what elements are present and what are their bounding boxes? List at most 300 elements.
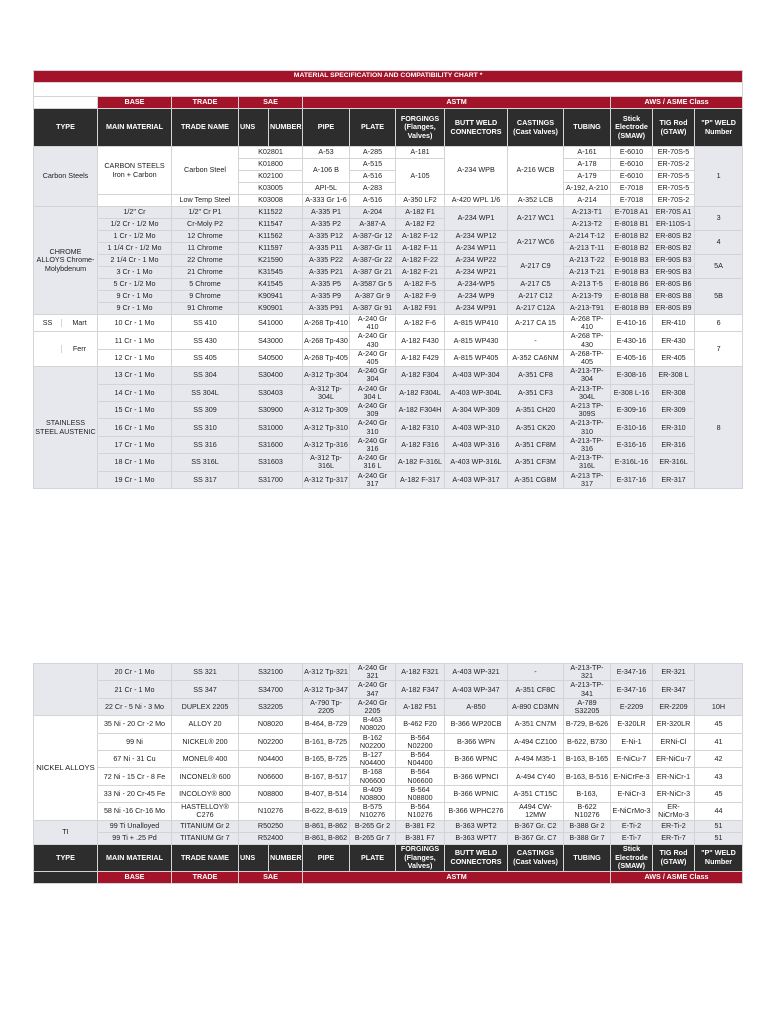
type-ti: TI — [34, 820, 98, 844]
footer-group-sae: SAE — [239, 871, 303, 883]
tubing-cell: A-179 — [564, 171, 611, 183]
header-main-material: MAIN MATERIAL — [98, 109, 172, 147]
type-stainless: STAINLESS STEEL AUSTENIC — [34, 367, 98, 489]
main-cell: 9 Cr - 1 Mo — [98, 291, 172, 303]
stick-cell: E-NiCrFe-3 — [611, 768, 653, 785]
cast-cell: A-217 C12 — [508, 291, 564, 303]
tig-cell: ER-110S-1 — [653, 219, 695, 231]
stick-cell: E-8018 B2 — [611, 243, 653, 255]
tig-cell: ER-316L — [653, 454, 695, 471]
pipe-a106: A-106 B — [303, 159, 350, 183]
header-number: NUMBER — [269, 109, 303, 147]
stick-cell: E-NiCrMo-3 — [611, 803, 653, 820]
group-astm: ASTM — [303, 97, 611, 109]
forg-cell: A-182 F-5 — [396, 279, 445, 291]
butt-cell: A-403 WP-316 — [445, 436, 508, 453]
pipe-cell: A-335 P91 — [303, 303, 350, 315]
cast-cell: A-351 CF8M — [508, 436, 564, 453]
main-cell: 1 1/4 Cr - 1/2 Mo — [98, 243, 172, 255]
footer-group-trade: TRADE — [172, 871, 239, 883]
tubing-cell: B-729, B-626 — [564, 716, 611, 733]
uns-cell: K90901 — [239, 303, 303, 315]
stick-cell: E-8018 B8 — [611, 291, 653, 303]
footer-header-uns: UNS — [239, 844, 269, 871]
uns-cell: N06600 — [239, 768, 303, 785]
butt-cell: A-234 WP9 — [445, 291, 508, 303]
plate-cell: B-127 N04400 — [350, 751, 396, 768]
tig-cell: ER-Ti-2 — [653, 820, 695, 832]
main-cell: 9 Cr - 1 Mo — [98, 303, 172, 315]
tubing-cell: A-192, A-210 — [564, 183, 611, 195]
butt-cell: A-403 WP-347 — [445, 681, 508, 698]
stick-cell: E-308-16 — [611, 367, 653, 384]
forg-cell: A-182 F429 — [396, 349, 445, 366]
plate-cell: A-240 Gr 321 — [350, 664, 396, 681]
uns-cell: K02100 — [239, 171, 303, 183]
trade-cell: TITANIUM Gr 7 — [172, 832, 239, 844]
plate-cell: A-285 — [350, 147, 396, 159]
trade-cell: MONEL® 400 — [172, 751, 239, 768]
forg-cell: B-462 F20 — [396, 716, 445, 733]
uns-cell: K41545 — [239, 279, 303, 291]
tig-cell: ER-NiCu-7 — [653, 751, 695, 768]
plate-cell: A-240 Gr 309 — [350, 402, 396, 419]
footer-group-spacer — [34, 871, 98, 883]
tig-cell: ER-309 — [653, 402, 695, 419]
group-spacer — [34, 97, 98, 109]
tig-cell: ER-410 — [653, 315, 695, 332]
stick-cell: E-6010 — [611, 171, 653, 183]
forg-cell: A-182 F-12 — [396, 231, 445, 243]
butt-cell: B-363 WPT2 — [445, 820, 508, 832]
pipe-cell: A-335 P5 — [303, 279, 350, 291]
p-number-cell: 45 — [695, 785, 743, 802]
tig-cell: ER-70S-5 — [653, 171, 695, 183]
forg-cell: A-182 F321 — [396, 664, 445, 681]
stick-cell: E-309-16 — [611, 402, 653, 419]
forg-cell: A-182 F304L — [396, 384, 445, 401]
pipe-cell: A-790 Tp-2205 — [303, 698, 350, 715]
forg-cell: A-182 F304 — [396, 367, 445, 384]
main-cell: 17 Cr - 1 Mo — [98, 436, 172, 453]
butt-cell: A-304 WP-309 — [445, 402, 508, 419]
cast-cell: A-351 CF3 — [508, 384, 564, 401]
trade-cell: SS 316L — [172, 454, 239, 471]
plate-cell: A-240 Gr 430 — [350, 332, 396, 349]
pipe-cell: A-53 — [303, 147, 350, 159]
header-uns: UNS — [239, 109, 269, 147]
pipe-cell: A-335 P2 — [303, 219, 350, 231]
pipe-cell: B-861, B-862 — [303, 820, 350, 832]
stick-cell: E-310-16 — [611, 419, 653, 436]
tig-cell: ER-430 — [653, 332, 695, 349]
tig-cell: ER-Ti-7 — [653, 832, 695, 844]
uns-cell: N04400 — [239, 751, 303, 768]
uns-cell: K02801 — [239, 147, 303, 159]
plate-cell: A-387 Gr 9 — [350, 291, 396, 303]
tubing-cell: A-214 — [564, 195, 611, 207]
trade-cell: 22 Chrome — [172, 255, 239, 267]
forg-cell: A-182 F310 — [396, 419, 445, 436]
tubing-cell: A-213-T1 — [564, 207, 611, 219]
butt-cell: B-366 WPNCI — [445, 768, 508, 785]
header-tig: TIG Rod (GTAW) — [653, 109, 695, 147]
pipe-cell: A-312 Tp-316L — [303, 454, 350, 471]
tig-cell: ER-80S B2 — [653, 231, 695, 243]
trade-cell: NICKEL® 200 — [172, 733, 239, 750]
tubing-cell: A-213 TP-309S — [564, 402, 611, 419]
tubing-cell: A-268 TP-430 — [564, 332, 611, 349]
stick-cell: E-347-16 — [611, 664, 653, 681]
header-p-weld: "P" WELD Number — [695, 109, 743, 147]
trade-cell: SS 347 — [172, 681, 239, 698]
type-carbon: Carbon Steels — [34, 147, 98, 207]
p-number-cell: 51 — [695, 820, 743, 832]
plate-cell: A-387-Gr 11 — [350, 243, 396, 255]
trade-cell: 5 Chrome — [172, 279, 239, 291]
header-castings: CASTINGS (Cast Valves) — [508, 109, 564, 147]
type-nickel: NICKEL ALLOYS — [34, 716, 98, 820]
tig-cell: ER-347 — [653, 681, 695, 698]
footer-header-plate: PLATE — [350, 844, 396, 871]
pipe-cell: B-167, B-517 — [303, 768, 350, 785]
main-cell: 35 Ni - 20 Cr -2 Mo — [98, 716, 172, 733]
pipe-cell: B-622, B-619 — [303, 803, 350, 820]
main-cell: 15 Cr - 1 Mo — [98, 402, 172, 419]
butt-cell: A-403 WP-316L — [445, 454, 508, 471]
pipe-cell: A-333 Gr 1-6 — [303, 195, 350, 207]
stick-cell: E-6010 — [611, 147, 653, 159]
uns-cell: K11597 — [239, 243, 303, 255]
plate-cell: A-240 Gr 316 — [350, 436, 396, 453]
stick-cell: E-320LR — [611, 716, 653, 733]
tig-cell: ER-90S B3 — [653, 267, 695, 279]
stick-cell: E-Ni-1 — [611, 733, 653, 750]
trade-cell: SS 310 — [172, 419, 239, 436]
cast-cell: A-351 CF8C — [508, 681, 564, 698]
pipe-cell: A-268 Tp-410 — [303, 315, 350, 332]
butt-cell: A-403 WP-310 — [445, 419, 508, 436]
butt-cell: A-403 WP-317 — [445, 471, 508, 488]
main-cell: 33 Ni - 20 Cr-45 Fe — [98, 785, 172, 802]
tubing-cell: A-161 — [564, 147, 611, 159]
uns-cell: N02200 — [239, 733, 303, 750]
uns-cell: S31700 — [239, 471, 303, 488]
tig-cell: ER-321 — [653, 664, 695, 681]
tubing-cell: A-213-TP-316 — [564, 436, 611, 453]
cast-wc6: A-217 WC6 — [508, 231, 564, 255]
tubing-cell: A-213-T9 — [564, 291, 611, 303]
cast-cell: A494 CW-12MW — [508, 803, 564, 820]
main-cell: 1/2 Cr - 1/2 Mo — [98, 219, 172, 231]
tubing-cell: A-213 TP-317 — [564, 471, 611, 488]
butt-cell: A-234 WP91 — [445, 303, 508, 315]
uns-cell: S40500 — [239, 349, 303, 366]
tig-cell: ER-NiCr-1 — [653, 768, 695, 785]
cast-cell: A-351 CT15C — [508, 785, 564, 802]
tubing-cell: B-388 Gr 7 — [564, 832, 611, 844]
trade-carbon: Carbon Steel — [172, 147, 239, 195]
butt-cell: A-850 — [445, 698, 508, 715]
tubing-cell: B-163, B-165 — [564, 751, 611, 768]
footer-header-p-weld: "P" WELD Number — [695, 844, 743, 871]
uns-cell: S32205 — [239, 698, 303, 715]
pipe-cell: B-165, B-725 — [303, 751, 350, 768]
stick-cell: E-8018 B2 — [611, 231, 653, 243]
pipe-cell: A-335 P1 — [303, 207, 350, 219]
forg-cell: A-181 — [396, 147, 445, 159]
ss-type-cell — [34, 315, 98, 332]
plate-cell: A-240 Gr 317 — [350, 471, 396, 488]
stick-cell: E-308 L-16 — [611, 384, 653, 401]
plate-cell: B-409 N08800 — [350, 785, 396, 802]
tubing-cell: A-213-TP-310 — [564, 419, 611, 436]
plate-cell: B-265 Gr 2 — [350, 820, 396, 832]
tubing-cell: B-388 Gr 2 — [564, 820, 611, 832]
forg-cell: A-182 F51 — [396, 698, 445, 715]
type-stainless-cont — [34, 664, 98, 716]
cast-cell: A-890 CD3MN — [508, 698, 564, 715]
pipe-cell: B-407, B-514 — [303, 785, 350, 802]
uns-cell: K11562 — [239, 231, 303, 243]
tubing-cell: A-213-TP-341 — [564, 681, 611, 698]
uns-cell: N10276 — [239, 803, 303, 820]
plate-cell: A-516 — [350, 171, 396, 183]
tubing-cell: A-178 — [564, 159, 611, 171]
trade-cell: SS 309 — [172, 402, 239, 419]
main-cell: 13 Cr - 1 Mo — [98, 367, 172, 384]
uns-cell: S41000 — [239, 315, 303, 332]
stick-cell: E-316-16 — [611, 436, 653, 453]
tubing-cell: A-213-TP-304L — [564, 384, 611, 401]
tig-cell: ER-70S-5 — [653, 147, 695, 159]
stick-cell: E-9018 B3 — [611, 255, 653, 267]
trade-cell: Cr-Moly P2 — [172, 219, 239, 231]
plate-cell: A-387 Gr 21 — [350, 267, 396, 279]
forg-cell: B-381 F2 — [396, 820, 445, 832]
stick-cell: E-347-16 — [611, 681, 653, 698]
tig-cell: ER-80S B6 — [653, 279, 695, 291]
trade-cell: SS 317 — [172, 471, 239, 488]
cast-cell: A-217 C12A — [508, 303, 564, 315]
cast-cell: A-352 LCB — [508, 195, 564, 207]
uns-cell: R52400 — [239, 832, 303, 844]
trade-cell: SS 405 — [172, 349, 239, 366]
tubing-cell: A-213 T-21 — [564, 267, 611, 279]
forg-cell: B-381 F7 — [396, 832, 445, 844]
uns-cell: N08020 — [239, 716, 303, 733]
plate-cell: B-463 N08020 — [350, 716, 396, 733]
trade-cell: SS 304 — [172, 367, 239, 384]
plate-cell: B-162 N02200 — [350, 733, 396, 750]
main-cell: 67 Ni - 31 Cu — [98, 751, 172, 768]
butt-cell: A-403 WP-321 — [445, 664, 508, 681]
stick-cell: E-317-16 — [611, 471, 653, 488]
plate-cell: A-387-A — [350, 219, 396, 231]
uns-cell: S43000 — [239, 332, 303, 349]
plate-cell: B-168 N06600 — [350, 768, 396, 785]
pipe-cell: A-312 Tp-310 — [303, 419, 350, 436]
tig-cell: ER-90S B3 — [653, 255, 695, 267]
uns-cell: S32100 — [239, 664, 303, 681]
tig-cell: ER-308 — [653, 384, 695, 401]
stick-cell: E-9018 B3 — [611, 267, 653, 279]
footer-header-trade-name: TRADE NAME — [172, 844, 239, 871]
tig-cell: ER-310 — [653, 419, 695, 436]
forg-cell: A-182 F-316L — [396, 454, 445, 471]
stick-cell: E-7018 — [611, 195, 653, 207]
uns-cell: S31600 — [239, 436, 303, 453]
footer-header-butt-weld: BUTT WELD CONNECTORS — [445, 844, 508, 871]
plate-cell: A-387 Gr 91 — [350, 303, 396, 315]
uns-cell: S34700 — [239, 681, 303, 698]
tig-cell: ER-317 — [653, 471, 695, 488]
butt-cell: A-234 WP22 — [445, 255, 508, 267]
pipe-cell: A-312 Tp-317 — [303, 471, 350, 488]
tubing-cell: A-213-T91 — [564, 303, 611, 315]
tubing-cell: A-789 S32205 — [564, 698, 611, 715]
cast-cell: A-351 CG8M — [508, 471, 564, 488]
tubing-cell: A-213-TP-304 — [564, 367, 611, 384]
butt-cell: B-363 WPT7 — [445, 832, 508, 844]
tig-cell: ER-80S B8 — [653, 291, 695, 303]
tubing-cell: A-214 T-12 — [564, 231, 611, 243]
uns-cell: S30900 — [239, 402, 303, 419]
p-number-5a: 5A — [695, 255, 743, 279]
cast-c9: A-217 C9 — [508, 255, 564, 279]
main-cell: 20 Cr - 1 Mo — [98, 664, 172, 681]
trade-cell: Low Temp Steel — [172, 195, 239, 207]
pipe-cell: A-268 Tp-430 — [303, 332, 350, 349]
stick-cell: E-Ti-2 — [611, 820, 653, 832]
butt-cell: A-420 WPL 1/6 — [445, 195, 508, 207]
plate-cell: A-240 Gr 410 — [350, 315, 396, 332]
tubing-cell: A-213 T-11 — [564, 243, 611, 255]
plate-cell: A-204 — [350, 207, 396, 219]
main-cell: 99 Ti Unalloyed — [98, 820, 172, 832]
cast-cell: A-494 CY40 — [508, 768, 564, 785]
p-number-cell: 10H — [695, 698, 743, 715]
tubing-cell: A-268 TP-410 — [564, 315, 611, 332]
main-cell: 10 Cr - 1 Mo — [98, 315, 172, 332]
cast-wc1: A-217 WC1 — [508, 207, 564, 231]
tig-cell: ER-70S-5 — [653, 183, 695, 195]
pipe-cell: A-312 Tp-309 — [303, 402, 350, 419]
header-type: TYPE — [34, 109, 98, 147]
forg-cell: A-182 F2 — [396, 219, 445, 231]
forg-cell: A-182 F-6 — [396, 315, 445, 332]
p-number-8: 8 — [695, 367, 743, 489]
pipe-cell: A-312 Tp-304 — [303, 367, 350, 384]
group-trade: TRADE — [172, 97, 239, 109]
forg-cell: B-564 N08800 — [396, 785, 445, 802]
tig-cell: ER-NiCr-3 — [653, 785, 695, 802]
main-cell: 19 Cr - 1 Mo — [98, 471, 172, 488]
uns-cell: R50250 — [239, 820, 303, 832]
header-pipe: PIPE — [303, 109, 350, 147]
pipe-cell: A-335 P21 — [303, 267, 350, 279]
footer-header-type: TYPE — [34, 844, 98, 871]
main-cell: 21 Cr - 1 Mo — [98, 681, 172, 698]
p-number-3: 3 — [695, 207, 743, 231]
plate-cell: A-240 Gr 310 — [350, 419, 396, 436]
butt-wp1: A-234 WP1 — [445, 207, 508, 231]
tig-cell: ER-80S B2 — [653, 243, 695, 255]
plate-cell: B-265 Gr 7 — [350, 832, 396, 844]
butt-cell: B-366 WPNIC — [445, 785, 508, 802]
tubing-cell: B-622 N10276 — [564, 803, 611, 820]
butt-cell: A-234 WP12 — [445, 231, 508, 243]
butt-cell: B-366 WP20CB — [445, 716, 508, 733]
p-number-cell: 43 — [695, 768, 743, 785]
plate-cell: A-240 Gr 316 L — [350, 454, 396, 471]
main-cell — [98, 195, 172, 207]
main-cell: 5 Cr - 1/2 Mo — [98, 279, 172, 291]
cast-cell: A-217 C5 — [508, 279, 564, 291]
cast-cell: - — [508, 664, 564, 681]
forg-cell: A-350 LF2 — [396, 195, 445, 207]
butt-cell: A-815 WP410 — [445, 315, 508, 332]
cast-cell: A-351 CN7M — [508, 716, 564, 733]
main-cell: 11 Cr - 1 Mo — [98, 332, 172, 349]
pipe-cell: API-5L — [303, 183, 350, 195]
footer-header-main-material: MAIN MATERIAL — [98, 844, 172, 871]
p-number-4: 4 — [695, 231, 743, 255]
main-cell: 14 Cr - 1 Mo — [98, 384, 172, 401]
trade-cell: SS 316 — [172, 436, 239, 453]
forg-cell: A-182 F430 — [396, 332, 445, 349]
pipe-cell: B-464, B-729 — [303, 716, 350, 733]
butt-cell: A-403 WP-304 — [445, 367, 508, 384]
butt-cell: A-234 WP11 — [445, 243, 508, 255]
stick-cell: E-NiCu-7 — [611, 751, 653, 768]
type-mart: Mart — [72, 318, 87, 328]
trade-cell: 91 Chrome — [172, 303, 239, 315]
material-chart-table-bottom — [33, 663, 743, 884]
trade-cell: INCOLOY® 800 — [172, 785, 239, 802]
forg-cell: B-564 N04400 — [396, 751, 445, 768]
cast-cell: A-351 CF8 — [508, 367, 564, 384]
header-trade-name: TRADE NAME — [172, 109, 239, 147]
tubing-cell: B-622, B730 — [564, 733, 611, 750]
main-cell: 58 Ni -16 Cr-16 Mo — [98, 803, 172, 820]
stick-cell: E-7018 — [611, 183, 653, 195]
pipe-cell: A-312 Tp-347 — [303, 681, 350, 698]
p-number-cell: 42 — [695, 751, 743, 768]
footer-group-base: BASE — [98, 871, 172, 883]
stick-cell: E-Ti-7 — [611, 832, 653, 844]
stick-cell: E-NiCr-3 — [611, 785, 653, 802]
footer-header-castings: CASTINGS (Cast Valves) — [508, 844, 564, 871]
plate-cell: A-387-Gr 12 — [350, 231, 396, 243]
main-cell: 72 Ni - 15 Cr - 8 Fe — [98, 768, 172, 785]
footer-header-tig: TIG Rod (GTAW) — [653, 844, 695, 871]
p-number-5b: 5B — [695, 279, 743, 315]
main-cell: 1/2" Cr — [98, 207, 172, 219]
main-cell: 12 Cr - 1 Mo — [98, 349, 172, 366]
tubing-cell: B-163, B-516 — [564, 768, 611, 785]
pipe-cell: B-861, B-862 — [303, 832, 350, 844]
p-number-cell: 44 — [695, 803, 743, 820]
trade-cell: 11 Chrome — [172, 243, 239, 255]
trade-cell: TITANIUM Gr 2 — [172, 820, 239, 832]
plate-cell: A-240 Gr 347 — [350, 681, 396, 698]
tig-cell: ER-80S B9 — [653, 303, 695, 315]
main-cell: 16 Cr - 1 Mo — [98, 419, 172, 436]
stick-cell: E-7018 A1 — [611, 207, 653, 219]
trade-cell: 1/2" Cr P1 — [172, 207, 239, 219]
trade-cell: SS 321 — [172, 664, 239, 681]
